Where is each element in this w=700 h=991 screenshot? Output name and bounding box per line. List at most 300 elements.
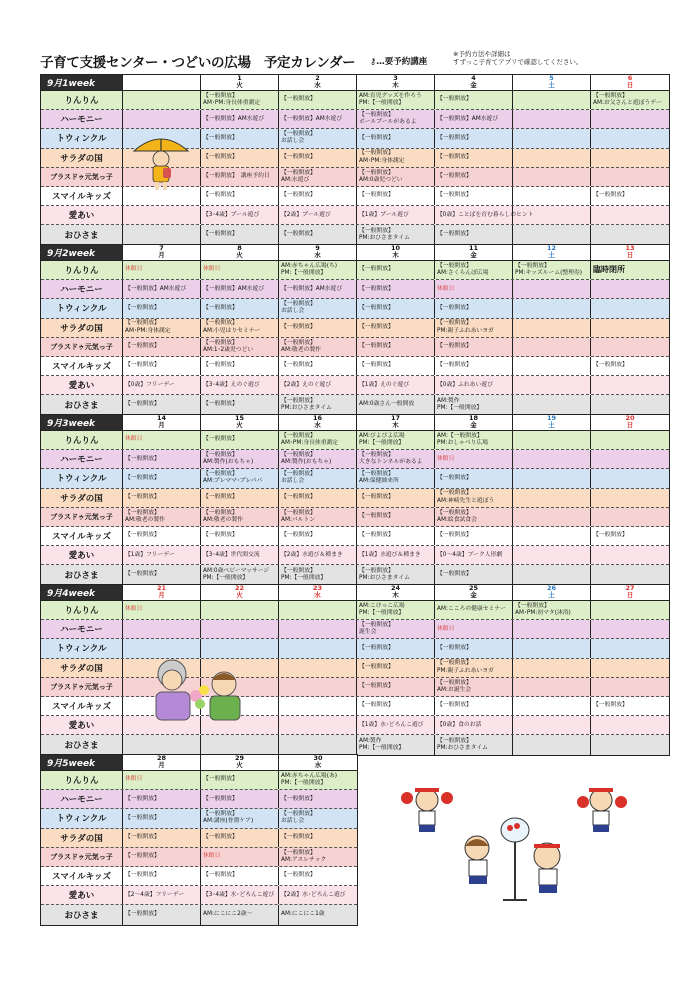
day-number: 7	[159, 244, 164, 252]
schedule-cell	[123, 225, 201, 244]
event-text: AM:さくらんぼ広場	[437, 270, 489, 277]
schedule-cell	[201, 867, 279, 885]
event-text: 休館日	[203, 853, 221, 860]
schedule-cell	[123, 395, 201, 414]
day-header	[201, 415, 279, 430]
schedule-cell	[357, 546, 435, 564]
schedule-cell	[513, 187, 591, 205]
facility-row	[41, 206, 669, 225]
day-number: 13	[625, 244, 635, 252]
event-text: 【一般開放】	[437, 660, 472, 667]
schedule-cell	[357, 639, 435, 657]
event-text: 【一般開放】	[125, 814, 160, 821]
event-text: AM:にこにこ2歳～	[203, 911, 253, 918]
schedule-cell	[591, 299, 669, 317]
schedule-cell	[357, 280, 435, 298]
event-text: 【一般開放】	[281, 397, 316, 404]
schedule-cell	[513, 565, 591, 584]
facility-row	[41, 829, 357, 848]
schedule-cell	[357, 678, 435, 696]
schedule-cell	[279, 206, 357, 224]
schedule-cell	[201, 149, 279, 167]
schedule-cell	[513, 620, 591, 638]
event-text: PM:【一般開放】	[359, 100, 405, 107]
event-text: 【一般開放】	[125, 911, 160, 918]
facility-row	[41, 338, 669, 357]
weekday: 月	[158, 251, 165, 259]
schedule-cell	[201, 905, 279, 924]
weekday: 月	[158, 421, 165, 429]
day-number: 1	[237, 74, 242, 82]
schedule-cell	[591, 206, 669, 224]
facility-label: スマイルキッズ	[41, 527, 123, 545]
facility-row	[41, 905, 357, 924]
event-text: 【一般開放】	[359, 192, 394, 199]
schedule-cell	[435, 639, 513, 657]
event-text: 【一般開放】	[359, 343, 394, 350]
facility-row	[41, 280, 669, 299]
schedule-cell	[201, 771, 279, 789]
schedule-cell	[591, 91, 669, 109]
schedule-cell	[513, 508, 591, 526]
schedule-cell	[591, 261, 669, 279]
event-text: 【一般開放】	[203, 776, 238, 783]
schedule-cell	[201, 431, 279, 449]
schedule-cell	[591, 395, 669, 414]
event-text: 【一般開放】	[437, 192, 472, 199]
schedule-cell	[435, 319, 513, 337]
weekday: 金	[470, 591, 477, 599]
event-text: 【2～4歳】フリーデー	[125, 891, 185, 898]
event-text: 【一般開放】	[437, 343, 472, 350]
weekday: 木	[392, 421, 399, 429]
event-text: お話し会	[281, 138, 305, 145]
schedule-cell	[435, 168, 513, 186]
schedule-cell	[513, 395, 591, 414]
event-text: 【一般開放】	[281, 849, 316, 856]
schedule-cell	[279, 299, 357, 317]
day-number: 10	[390, 244, 401, 252]
schedule-cell	[357, 659, 435, 677]
day-header	[513, 585, 591, 600]
event-text: 【一般開放】	[281, 362, 316, 369]
schedule-cell	[513, 168, 591, 186]
event-text: 【一般開放】	[203, 231, 238, 238]
weekday: 木	[392, 591, 399, 599]
event-text: 【一般開放】	[125, 571, 160, 578]
event-text: 【一般開放】	[281, 494, 316, 501]
event-text: 休館日	[125, 606, 143, 613]
event-text: AM:0歳ベビーマッサージ	[203, 567, 270, 574]
facility-label: おひさま	[41, 905, 123, 924]
day-number: 9	[315, 244, 320, 252]
schedule-cell	[123, 601, 201, 619]
event-text: 【一般開放】	[125, 401, 160, 408]
schedule-cell	[279, 129, 357, 147]
event-text: 【一般開放】	[437, 320, 472, 327]
week-label: 9月1week	[41, 75, 123, 90]
event-text: 【一般開放】	[281, 872, 316, 879]
event-text: 【一般開放】	[203, 452, 238, 459]
schedule-cell	[201, 261, 279, 279]
weekday: 金	[470, 81, 477, 89]
day-header	[435, 245, 513, 260]
schedule-cell	[435, 187, 513, 205]
schedule-cell	[357, 697, 435, 715]
schedule-cell	[279, 771, 357, 789]
event-text: PM:おひさまタイム	[359, 574, 410, 581]
event-text: 大きなトンネルがあるよ	[359, 459, 423, 466]
event-text: 【一般開放】	[437, 362, 472, 369]
facility-label: ブラスドゥ元気っ子	[41, 848, 123, 866]
event-text: AM･PM:身体測定	[125, 327, 171, 334]
day-header	[123, 245, 201, 260]
schedule-cell	[279, 225, 357, 244]
day-header	[201, 245, 279, 260]
day-header	[513, 245, 591, 260]
event-text: 【一般開放】	[437, 532, 472, 539]
week-header-row	[41, 415, 669, 431]
facility-label: ハーモニー	[41, 450, 123, 468]
event-text: 【一般開放】	[203, 320, 238, 327]
day-header	[513, 75, 591, 90]
event-text: 【3･4歳】プール遊び	[203, 211, 260, 218]
event-text: AM:製作	[359, 737, 382, 744]
event-text: 【2歳】えのぐ遊び	[281, 381, 332, 388]
schedule-cell	[435, 225, 513, 244]
day-number: 22	[234, 584, 245, 592]
note-line: すずっこ子育てアプリで確認してください。	[453, 58, 583, 66]
schedule-cell	[201, 395, 279, 414]
schedule-cell	[591, 450, 669, 468]
event-text: 【一般開放】	[437, 702, 472, 709]
schedule-cell	[279, 601, 357, 619]
event-text: 休館日	[125, 776, 143, 783]
event-text: 【2歳】水遊び＆種まき	[281, 551, 343, 558]
facility-label: トウィンクル	[41, 129, 123, 147]
facility-row	[41, 450, 669, 469]
event-text: AM:0歳児つどい	[359, 176, 403, 183]
schedule-cell	[201, 601, 279, 619]
facility-row	[41, 867, 357, 886]
facility-row	[41, 357, 669, 376]
day-number: 17	[390, 414, 401, 422]
day-header	[357, 415, 435, 430]
facility-label: トウィンクル	[41, 469, 123, 487]
event-text: PM:おしゃべり広場	[437, 440, 489, 447]
facility-label: トウィンクル	[41, 639, 123, 657]
schedule-cell	[513, 489, 591, 507]
schedule-cell	[591, 678, 669, 696]
event-text: 【一般開放】	[359, 622, 394, 629]
event-text: 【一般開放】AM水遊び	[281, 285, 343, 292]
event-text: AM:ぴよぴよ広場	[359, 432, 405, 439]
day-header	[513, 415, 591, 430]
event-text: AM:小児はりセミナー	[203, 327, 261, 334]
facility-row	[41, 809, 357, 828]
weekday: 火	[236, 251, 243, 259]
week-header-row	[41, 75, 669, 91]
schedule-cell	[123, 319, 201, 337]
event-text: PM:【一般開放】	[359, 610, 405, 617]
event-text: 休館日	[437, 285, 455, 292]
event-text: 【一般開放】	[125, 872, 160, 879]
schedule-cell	[357, 168, 435, 186]
event-text: 【一般開放】	[359, 324, 394, 331]
schedule-cell	[279, 697, 357, 715]
event-text: 【一般開放】	[593, 702, 628, 709]
facility-label: おひさま	[41, 225, 123, 244]
schedule-cell	[513, 431, 591, 449]
facility-row	[41, 225, 669, 244]
event-text: お話し会	[281, 478, 305, 485]
day-header	[591, 245, 669, 260]
schedule-cell	[279, 829, 357, 847]
weekday: 火	[236, 761, 243, 769]
day-number: 4	[471, 74, 476, 82]
facility-label: 愛あい	[41, 716, 123, 734]
week-label: 9月5week	[41, 755, 123, 770]
schedule-cell	[123, 527, 201, 545]
schedule-cell	[357, 206, 435, 224]
facility-label: 愛あい	[41, 546, 123, 564]
schedule-cell	[513, 280, 591, 298]
schedule-cell	[279, 508, 357, 526]
event-text: 【1歳】フリーデー	[125, 551, 175, 558]
schedule-cell	[435, 620, 513, 638]
day-header	[591, 415, 669, 430]
day-number: 29	[234, 754, 245, 762]
event-text: AM･PM:身長体重測定	[203, 100, 261, 107]
day-number: 27	[625, 584, 635, 592]
day-header	[279, 755, 357, 770]
day-number: 26	[546, 584, 557, 592]
event-text: PM:【一般開放】	[359, 744, 405, 751]
event-text: PM:おひさまタイム	[437, 744, 488, 751]
event-text: 【一般開放】	[203, 494, 238, 501]
schedule-cell	[123, 338, 201, 356]
schedule-cell	[591, 225, 669, 244]
schedule-cell	[201, 299, 279, 317]
event-text: 【一般開放】	[125, 795, 160, 802]
weekday: 土	[548, 251, 555, 259]
event-text: 【一般開放】	[125, 343, 160, 350]
schedule-cell	[357, 395, 435, 414]
schedule-cell	[513, 546, 591, 564]
schedule-cell	[123, 376, 201, 394]
facility-row	[41, 659, 669, 678]
weekday: 土	[548, 421, 555, 429]
weekday: 火	[236, 421, 243, 429]
day-header	[435, 585, 513, 600]
schedule-cell	[591, 110, 669, 128]
schedule-cell	[201, 508, 279, 526]
event-text: 【一般開放】	[437, 509, 472, 516]
schedule-cell	[201, 489, 279, 507]
event-text: 【一般開放】	[203, 532, 238, 539]
weekday: 日	[626, 421, 634, 429]
event-text: 【一般開放】	[281, 834, 316, 841]
event-text: 【一般開放】	[281, 339, 316, 346]
event-text: 【一般開放】	[281, 452, 316, 459]
schedule-cell	[591, 280, 669, 298]
schedule-cell	[201, 469, 279, 487]
day-header	[591, 75, 669, 90]
facility-label: 愛あい	[41, 376, 123, 394]
schedule-cell	[201, 809, 279, 827]
facility-row	[41, 848, 357, 867]
facility-label: サラダの国	[41, 829, 123, 847]
week-block	[40, 754, 358, 926]
event-text: 【1歳】水･どろんこ遊び	[359, 721, 424, 728]
event-text: 【一般開放】	[359, 227, 394, 234]
event-text: 【一般開放】	[593, 92, 628, 99]
day-header	[201, 755, 279, 770]
schedule-cell	[201, 450, 279, 468]
schedule-cell	[123, 565, 201, 584]
event-text: 【一般開放】	[125, 509, 160, 516]
event-text: AM･PM:初マタ(沐浴)	[515, 610, 571, 617]
schedule-cell	[513, 225, 591, 244]
event-text: 【一般開放】AM水遊び	[125, 285, 187, 292]
schedule-cell	[435, 91, 513, 109]
schedule-cell	[591, 376, 669, 394]
event-text: 【一般開放】	[281, 811, 316, 818]
schedule-cell	[513, 639, 591, 657]
schedule-cell	[357, 299, 435, 317]
schedule-cell	[435, 110, 513, 128]
event-text: 【一般開放】	[203, 401, 238, 408]
schedule-cell	[513, 110, 591, 128]
event-text: 【一般開放】	[203, 436, 238, 443]
schedule-cell	[279, 395, 357, 414]
facility-row	[41, 261, 669, 280]
day-number: 30	[313, 754, 323, 762]
schedule-cell	[279, 639, 357, 657]
facility-label: りんりん	[41, 431, 123, 449]
event-text: 【一般開放】	[203, 834, 238, 841]
event-text: 【一般開放】	[437, 262, 472, 269]
event-text: 【一般開放】	[281, 509, 316, 516]
event-text: AM:【一般開放】	[437, 432, 483, 439]
event-text: 【一般開放】	[203, 872, 238, 879]
schedule-cell	[513, 659, 591, 677]
schedule-cell	[279, 110, 357, 128]
schedule-cell	[357, 601, 435, 619]
schedule-cell	[201, 620, 279, 638]
schedule-cell	[279, 867, 357, 885]
event-text: 【0歳】ことばを育む暮らしのヒント	[437, 211, 534, 218]
day-header	[123, 75, 201, 90]
event-text: 【一般開放】	[359, 702, 394, 709]
day-number: 19	[546, 414, 557, 422]
event-text: AM:にこにこ1歳	[281, 911, 325, 918]
facility-label: スマイルキッズ	[41, 697, 123, 715]
day-header	[201, 75, 279, 90]
day-header	[201, 585, 279, 600]
schedule-cell	[357, 91, 435, 109]
schedule-cell	[279, 168, 357, 186]
schedule-cell	[201, 829, 279, 847]
schedule-cell	[357, 110, 435, 128]
event-text: 【一般開放】	[359, 362, 394, 369]
event-text: AM:神崎先生と遊ぼう	[437, 497, 495, 504]
schedule-cell	[435, 659, 513, 677]
event-text: 【一般開放】	[359, 169, 394, 176]
event-text: AM:絵食試食会	[437, 516, 477, 523]
schedule-cell	[279, 848, 357, 866]
event-text: 【一般開放】	[359, 304, 394, 311]
schedule-cell	[591, 546, 669, 564]
facility-label: サラダの国	[41, 659, 123, 677]
weekday: 水	[314, 761, 322, 769]
week-header-row	[41, 245, 669, 261]
schedule-cell	[435, 280, 513, 298]
day-header	[279, 75, 357, 90]
event-text: AM:アスレチック	[281, 856, 327, 863]
schedule-cell	[357, 319, 435, 337]
facility-label: サラダの国	[41, 319, 123, 337]
schedule-cell	[279, 319, 357, 337]
day-header	[357, 75, 435, 90]
schedule-cell	[123, 91, 201, 109]
schedule-cell	[591, 639, 669, 657]
event-text: 【一般開放】	[203, 362, 238, 369]
day-number: 20	[625, 414, 635, 422]
schedule-cell	[279, 489, 357, 507]
schedule-cell	[201, 129, 279, 147]
day-number: 15	[234, 414, 245, 422]
facility-row	[41, 697, 669, 716]
sports-day-illustration	[395, 778, 635, 918]
schedule-cell	[279, 527, 357, 545]
day-number: 8	[237, 244, 242, 252]
event-text: 【一般開放】	[203, 192, 238, 199]
schedule-cell	[123, 206, 201, 224]
event-text: 【1歳】えのぐ遊び	[359, 381, 410, 388]
schedule-cell	[279, 886, 357, 904]
weekday: 木	[392, 251, 399, 259]
weekday: 土	[548, 81, 555, 89]
schedule-cell	[201, 91, 279, 109]
schedule-cell	[123, 489, 201, 507]
event-text: 【一般開放】	[125, 494, 160, 501]
schedule-cell	[123, 639, 201, 657]
event-text: 【一般開放】	[203, 134, 238, 141]
schedule-cell	[123, 886, 201, 904]
schedule-cell	[357, 149, 435, 167]
facility-label: ブラスドゥ元気っ子	[41, 508, 123, 526]
facility-label: スマイルキッズ	[41, 187, 123, 205]
schedule-cell	[201, 790, 279, 808]
event-text: AM:お誕生会	[437, 686, 472, 693]
schedule-cell	[279, 450, 357, 468]
event-text: 【一般開放】	[125, 362, 160, 369]
facility-row	[41, 376, 669, 395]
schedule-cell	[513, 149, 591, 167]
event-text: AM･PM:身長体重測定	[281, 440, 339, 447]
event-text: PM:【一般開放】	[281, 270, 327, 277]
event-text: AM:育児グッズを作ろう	[359, 92, 422, 99]
event-text: 【一般開放】	[125, 834, 160, 841]
schedule-cell	[357, 735, 435, 754]
day-number: 6	[627, 74, 633, 82]
facility-row	[41, 735, 669, 754]
day-header	[357, 585, 435, 600]
schedule-cell	[357, 527, 435, 545]
schedule-cell	[435, 697, 513, 715]
schedule-cell	[513, 678, 591, 696]
